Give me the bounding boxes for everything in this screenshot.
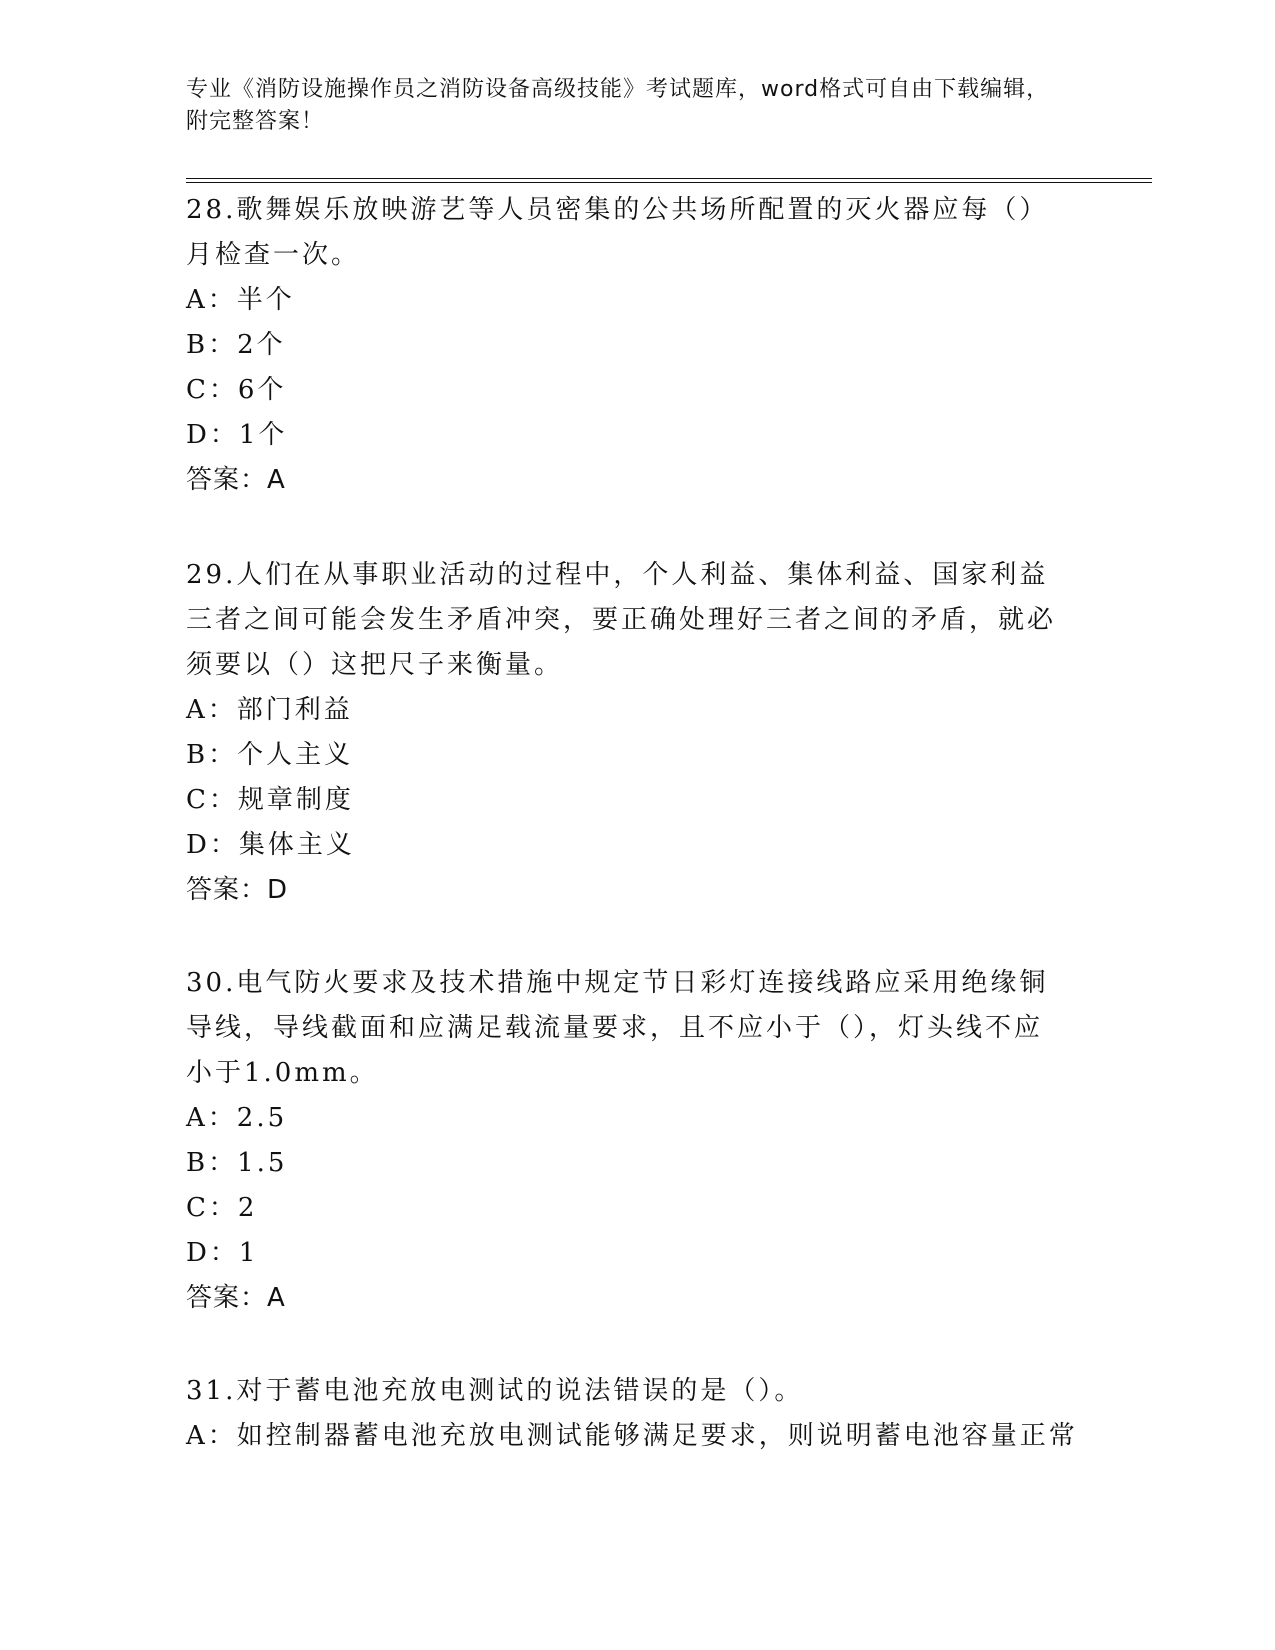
header-divider-top [186,178,1152,179]
question-text: 28.歌舞娱乐放映游艺等人员密集的公共场所配置的灭火器应每（）月检查一次。 [186,195,1049,270]
option-a: A：半个 [186,285,295,315]
question-31 [186,1369,1078,1459]
question-28 [186,188,1066,503]
option-d: D：集体主义 [186,830,355,860]
answer: 答案：A [186,1283,286,1313]
option-c: C：规章制度 [186,785,354,815]
header-divider-bottom [186,182,1152,183]
question-text: 30.电气防火要求及技术措施中规定节日彩灯连接线路应采用绝缘铜导线，导线截面和应满足载流量要求，且不应小于（），灯头线不应小于1.0mm。 [186,968,1049,1088]
option-b: B：2个 [186,330,286,360]
option-b: B：1.5 [186,1148,288,1178]
option-a: A：2.5 [186,1103,288,1133]
answer: 答案：A [186,465,286,495]
question-text: 31.对于蓄电池充放电测试的说法错误的是（）。 [186,1376,804,1406]
question-text: 29.人们在从事职业活动的过程中，个人利益、集体利益、国家利益三者之间可能会发生矛盾冲突，要正确处理好三者之间的矛盾，就必须要以（）这把尺子来衡量。 [186,560,1057,680]
option-d: D：1 [186,1238,259,1268]
option-a: A：如控制器蓄电池充放电测试能够满足要求，则说明蓄电池容量正常 [186,1421,1078,1451]
answer: 答案：D [186,875,289,905]
option-c: C：2 [186,1193,258,1223]
option-c: C：6个 [186,375,287,405]
option-d: D：1个 [186,420,288,450]
question-30 [186,961,1066,1321]
option-a: A：部门利益 [186,695,353,725]
option-b: B：个人主义 [186,740,354,770]
question-29 [186,553,1066,913]
document-header: 专业《消防设施操作员之消防设备高级技能》考试题库，word格式可自由下载编辑，附完整答案！ [186,77,1050,134]
